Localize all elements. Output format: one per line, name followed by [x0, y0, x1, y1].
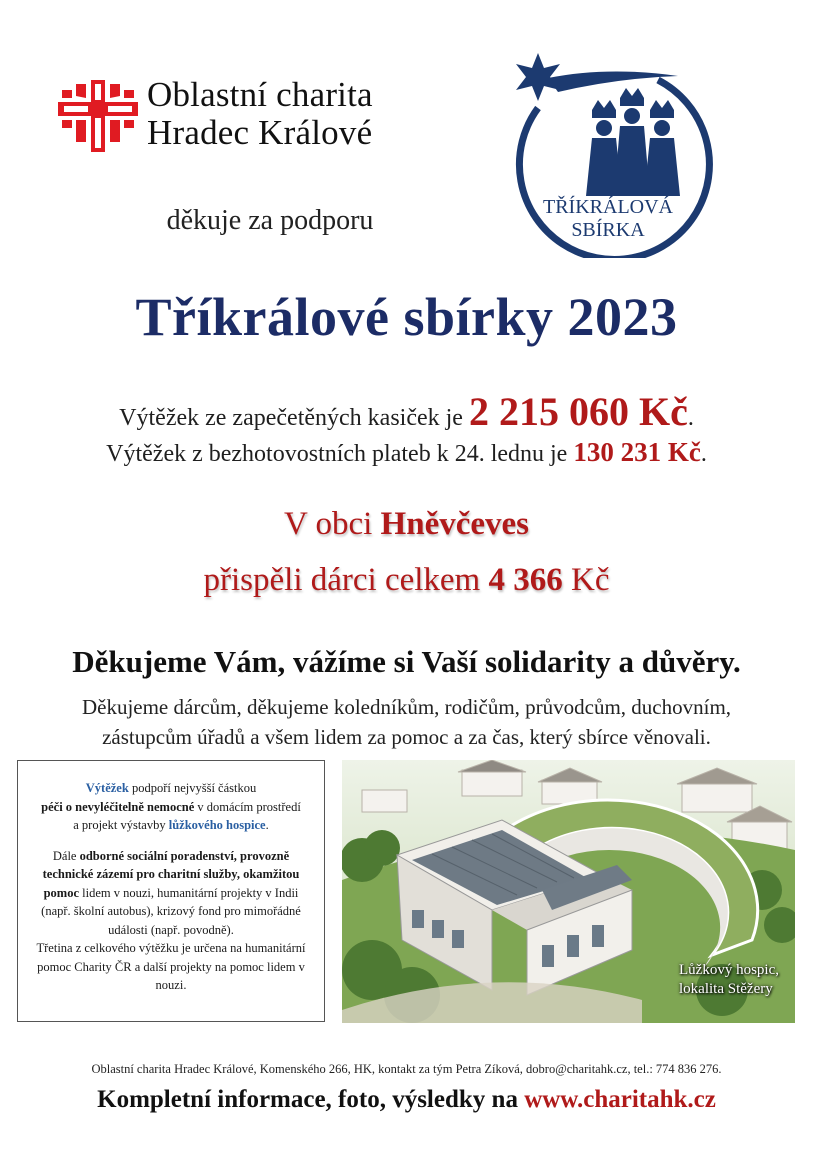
logo-text-line1: TŘÍKRÁLOVÁ — [543, 196, 673, 218]
logo-text-line2: SBÍRKA — [571, 219, 645, 241]
footer-info: Kompletní informace, foto, výsledky na www.charitahk.cz — [97, 1086, 716, 1113]
info-box — [17, 760, 325, 1022]
info-paragraph-1: Výtěžek podpoří nejvyšší částkou péči o nevyléčitelně nemocné v domácím prostředí a projekt výstavby lůžkového hospice. — [41, 781, 301, 832]
thanks-paragraph: Děkujeme dárcům, děkujeme koledníkům, rodičům, průvodcům, duchovním, zástupcům úřadů a všem lidem za pomoc a za čas, který sbírce věnovali. — [81, 695, 732, 749]
cashless-amount: 130 231 Kč — [573, 437, 701, 467]
village-line: V obci Hněvčeves — [283, 506, 529, 542]
village-name: Hněvčeves — [380, 506, 529, 542]
hospice-photo — [342, 760, 795, 1023]
footer-contact: Oblastní charita Hradec Králové, Komenského 266, HK, kontakt za tým Petra Zíková, dobro@charitahk.cz, tel.: 774 836 276. — [91, 1062, 722, 1076]
caritas-cross-logo — [58, 80, 138, 152]
photo-caption: Lůžkový hospic, lokalita Stěžery — [679, 962, 779, 997]
organization-name — [147, 76, 373, 152]
org-name-line1: Oblastní charita — [147, 75, 373, 114]
website-link[interactable]: www.charitahk.cz — [524, 1086, 716, 1113]
info-paragraph-2: Dále odborné sociální poradenství, provozně technické zázemí pro charitní služby, okamžitou pomoc lidem v nouzi, humanitární projekty v Indii (např. školní autobus), krizový fond pro mimořádné události (např. povodně). — [41, 848, 301, 937]
org-name-line2: Hradec Králové — [147, 113, 373, 152]
sealed-boxes-amount: 2 215 060 Kč — [468, 389, 688, 434]
info-paragraph-3: Třetina z celkového výtěžku je určena na humanitární pomoc Charity ČR a další projekty na pomoc lidem v nouzi. — [36, 941, 306, 992]
proceeds-sealed-boxes: Výtěžek ze zapečetěných kasiček je 2 215 060 Kč. — [119, 389, 694, 434]
thanks-for-support: děkuje za podporu — [166, 205, 374, 236]
thanks-headline: Děkujeme Vám, vážíme si Vaší solidarity a důvěry. — [72, 644, 741, 679]
main-title: Tříkrálové sbírky 2023 — [135, 287, 678, 347]
village-amount: 4 366 — [488, 562, 563, 598]
tri-kralova-sbirka-logo — [508, 48, 730, 258]
donors-total-line: přispěli dárci celkem 4 366 Kč — [203, 562, 610, 598]
proceeds-cashless: Výtěžek z bezhotovostních plateb k 24. lednu je 130 231 Kč. — [106, 437, 707, 467]
